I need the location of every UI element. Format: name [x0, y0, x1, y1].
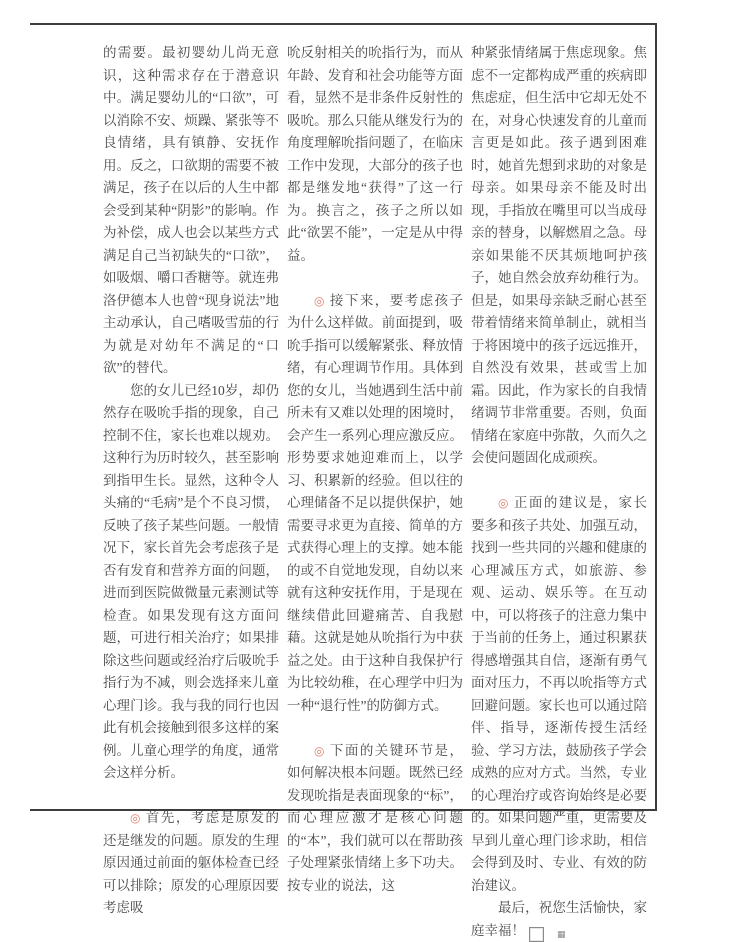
page-border-top: [30, 23, 657, 25]
paragraph-text: 吮反射相关的吮指行为，而从年龄、发育和社会功能等方面看，显然不是非条件反射性的吸吮。那么只能从继发行为的角度理解吮指问题了，在临床工作中发现，大部分的孩子也都是继发地“获得”了这一行为。换言之，孩子之所以如此“欲罢不能”，一定是从中得益。: [287, 45, 463, 263]
page-text-area: [103, 42, 647, 939]
paragraph-text: 接下来，要考虑孩子为什么这样做。前面提到，吸吮手指可以缓解紧张、释放情绪，有心理调节作用。具体到您的女儿，当她遇到生活中前所未有又难以处理的困境时，会产生一系列心理应激反应。形势要求她迎难而上，以学习、积累新的经验。但以往的心理储备不足以提供保护，她需要寻求更为直接、简单的方式获得心理上的支撑。她本能的或不自觉地发现，自幼以来就有这种安抚作用，于是现在继续借此回避痛苦、自我慰藉。这就是她从吮指行为中获益之处。由于这种自我保护行为比较幼稚，在心理学中归为一种“退行性”的防御方式。: [287, 292, 463, 713]
bullet-marker-icon: ◎: [314, 293, 326, 308]
article-end-stamp-icon: ▦: [529, 927, 544, 942]
paragraph: [103, 380, 279, 785]
paragraph-continuation: [103, 42, 279, 380]
paragraph-text: 首先，考虑是原发的还是继发的问题。原发的生理原因通过前面的躯体检查已经可以排除；原发的心理原因要考虑吸: [103, 810, 279, 915]
bullet-paragraph: [287, 290, 463, 718]
paragraph-text: 正面的建议是，家长要多和孩子共处、加强互动，找到一些共同的兴趣和健康的心理减压方式，如旅游、参观、运动、娱乐等。在互动中，可以将孩子的注意力集中于当前的任务上，通过积累获得感增强其自信，逐渐有勇气面对压力，不再以吮指等方式回避问题。家长也可以通过陪伴、指导，逐渐传授生活经验、学习方法，鼓励孩子学会成熟的应对方式。当然，专业的心理治疗或咨询始终是必要的。如果问题严重，更需要及早到儿童心理门诊求助，相信会得到及时、专业、有效的防治建议。: [471, 495, 647, 893]
closing-paragraph: [471, 897, 647, 942]
text-column-1: [103, 42, 279, 915]
bullet-marker-icon: ◎: [130, 811, 142, 825]
bullet-marker-icon: ◎: [314, 743, 326, 758]
bullet-paragraph: [103, 807, 279, 920]
paragraph-text: 种紧张情绪属于焦虑现象。焦虑不一定都构成严重的疾病即焦虑症，但生活中它却无处不在，对身心快速发育的儿童而言更是如此。孩子遇到困难时，她首先想到求助的对象是母亲。如果母亲不能及时出现，手指放在嘴里可以当成母亲的替身，以解燃眉之急。母亲如果能不厌其烦地呵护孩子，她自然会放弃幼稚行为。但是，如果母亲缺乏耐心甚至带着情绪来简单制止，就相当于将困境中的孩子远远推开，自然没有效果，甚或雪上加霜。因此，作为家长的自我情绪调节非常重要。否则，负面情绪在家庭中弥散，久而久之会使问题固化成顽疾。: [471, 45, 647, 465]
bullet-marker-icon: ◎: [498, 496, 510, 510]
paragraph-continuation: [471, 42, 647, 470]
text-column-2: [287, 42, 463, 893]
paragraph-text: 下面的关键环节是，如何解决根本问题。既然已经发现吮指是表面现象的“标”，而心理应激才是核心问题的“本”，我们就可以在帮助孩子处理紧张情绪上多下功夫。按专业的说法，这: [287, 742, 463, 893]
paragraph-text: 您的女儿已经10岁，却仍然存在吸吮手指的现象，自己控制不住，家长也难以规劝。这种行为历时较久，甚至影响到指甲生长。显然，这种令人头痛的“毛病”是个不良习惯，反映了孩子某些问题。一般情况下，家长首先会考虑孩子是否有发育和营养方面的问题，进而到医院做微量元素测试等检查。如果发现有这方面问题，可进行相关治疗；如果排除这些问题或经治疗后吸吮手指行为不减，则会选择来儿童心理门诊。我与我的同行也因此有机会接触到很多这样的案例。儿童心理学的角度，通常会这样分析。: [103, 382, 279, 780]
bullet-paragraph: [471, 492, 647, 897]
paragraph-continuation: [287, 42, 463, 267]
bullet-paragraph: [287, 740, 463, 898]
page-border-right: [655, 23, 657, 811]
paragraph-text: 最后，祝您生活愉快，家庭幸福！: [471, 900, 647, 938]
paragraph-text: 的需要。最初婴幼儿尚无意识，这种需求存在于潜意识中。满足婴幼儿的“口欲”，可以消除不安、烦躁、紧张等不良情绪，具有镇静、安抚作用。反之，口欲期的需要不被满足，孩子在以后的人生中都会受到某种“阴影”的影响。作为补偿，成人也会以某些方式满足自己当初缺失的“口欲”，如吸烟、嚼口香糖等。就连弗洛伊德本人也曾“现身说法”地主动承认，自己嗜吸雪茄的行为就是对幼年不满足的“口欲”的替代。: [103, 45, 279, 375]
text-column-3: [471, 42, 647, 939]
